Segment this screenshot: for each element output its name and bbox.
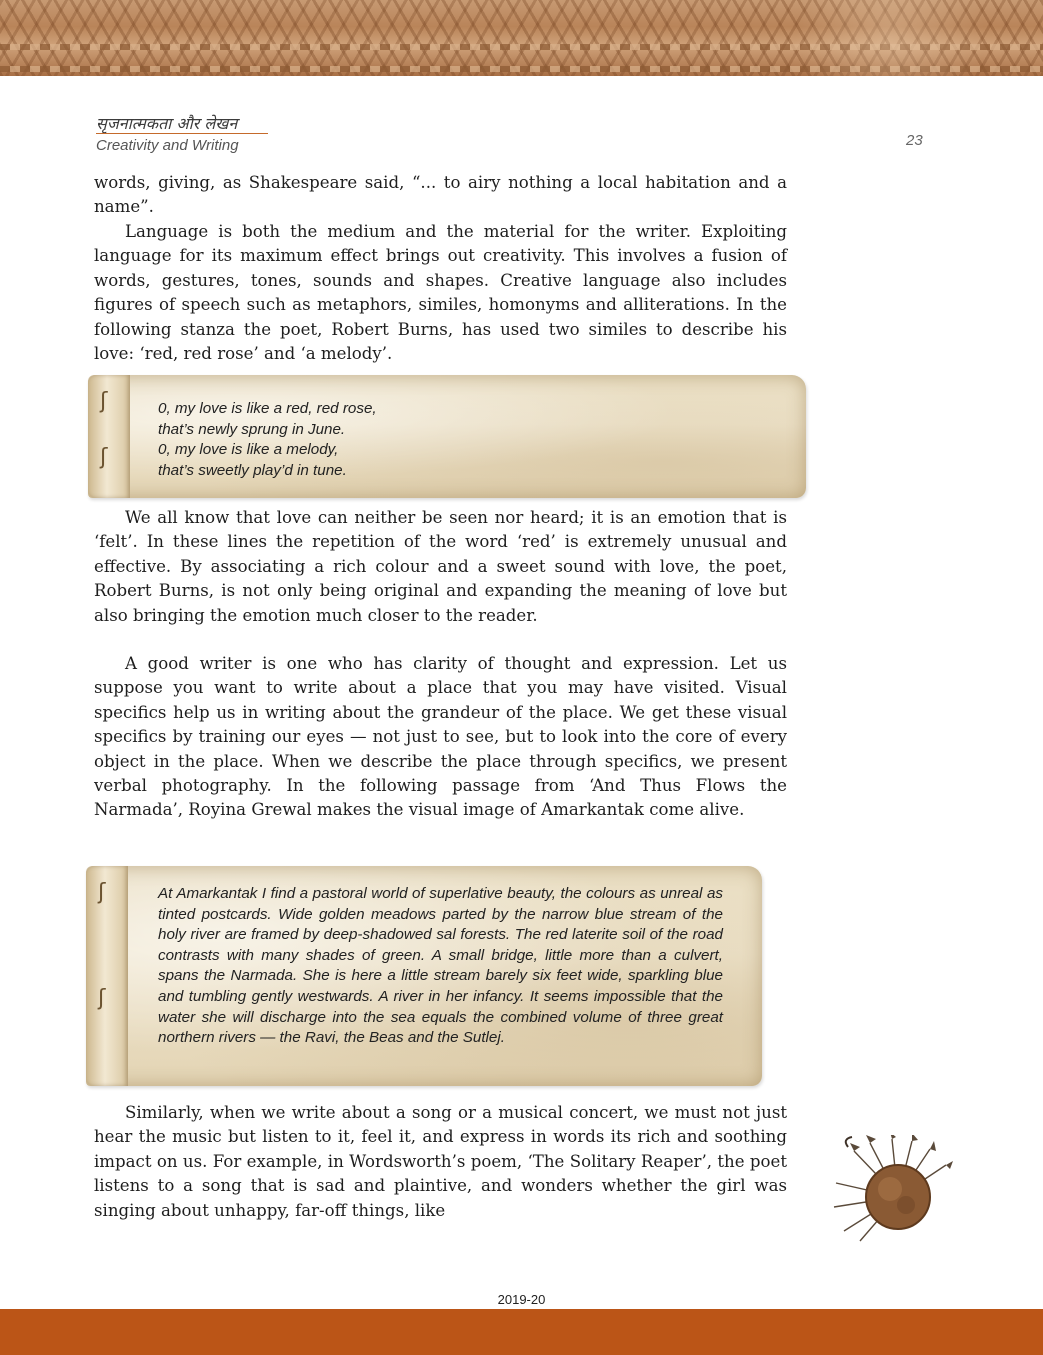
- poem-line: that’s sweetly play’d in tune.: [158, 461, 347, 479]
- poem-stanza: [158, 399, 377, 481]
- paragraph-love: We all know that love can neither be seen nor heard; it is an emotion that is ‘felt’. In these lines the repetition of the word ‘red’ is extremely unusual and effective. By associating a rich colour and a sweet sound with love, the poet, Robert Burns, is not only being original and expanding the meaning of love but also bringing the emotion much closer to the reader.: [94, 508, 787, 625]
- scroll-curl: [88, 375, 130, 498]
- paragraph-language: Language is both the medium and the material for the writer. Exploiting language for its maximum effect brings out creativity. This involves a fusion of words, gestures, tones, sounds and shapes. Creative language also includes figures of speech such as metaphors, similes, homonyms and alliterations. In the following stanza the poet, Robert Burns, has used two similes to describe his love: ‘red, red rose’ and ‘a melody’.: [94, 222, 787, 364]
- scroll-curl-icon: ʃ: [98, 986, 106, 1011]
- scroll-curl-icon: ʃ: [100, 445, 108, 470]
- running-head-rule: [96, 133, 268, 134]
- paragraph-good-writer: A good writer is one who has clarity of thought and expression. Let us suppose you want to write about a place that you may have visited. Visual specifics help us in writing about the grandeur of the place. We get these visual specifics by training our eyes — not just to see, but to look into the core of every object in the place. When we describe the place through specifics, we present verbal photography. In the following passage from ‘And Thus Flows the Narmada’, Royina Grewal makes the visual image of Amarkantak come alive.: [94, 654, 787, 820]
- poem-scroll-box: [88, 375, 806, 498]
- scroll-curl-icon: ʃ: [100, 389, 108, 414]
- banner-highlight: [760, 0, 1020, 76]
- paragraph-continuation: words, giving, as Shakespeare said, “... to airy nothing a local habitation and a name”.: [94, 173, 787, 217]
- scroll-curl-icon: ʃ: [98, 880, 106, 905]
- poem-line: 0, my love is like a red, red rose,: [158, 400, 377, 417]
- excerpt-scroll-box: [86, 866, 762, 1086]
- scroll-curl: [86, 866, 128, 1086]
- narmada-excerpt: At Amarkantak I find a pastoral world of superlative beauty, the colours as unreal as tinted postcards. Wide golden meadows parted by the narrow blue stream of the holy river are framed by deep-shadowed sal forests. The red laterite soil of the road contrasts with many shades of green. A small bridge, little more than a culvert, spans the Narmada. She is here a little stream barely six feet wide, sparkling blue and tumbling gently westwards. A river in her infancy. It seems impossible that the water she will discharge into the sea equals the combined volume of three great northern rivers — the Ravi, the Beas and the Sutlej.: [158, 885, 723, 1047]
- running-head-english: Creativity and Writing: [96, 137, 239, 154]
- poem-line: that’s newly sprung in June.: [158, 420, 346, 438]
- running-head-hindi: सृजनात्मकता और लेखन: [96, 114, 238, 133]
- carved-stone-banner: [0, 0, 1043, 76]
- page-number: 23: [906, 132, 923, 149]
- paragraph-similarly: Similarly, when we write about a song or a musical concert, we must not just hear the music but listen to it, feel it, and express in words its rich and soothing impact on us. For example, in Wordsworth’s poem, ‘The Solitary Reaper’, the poet listens to a song that is sad and plaintive, and wonders whether the girl was singing about unhappy, far-off things, like: [94, 1103, 787, 1220]
- footer-year: 2019-20: [497, 1292, 546, 1307]
- footer-bar: [0, 1309, 1043, 1355]
- poem-line: 0, my love is like a melody,: [158, 441, 339, 458]
- sun-arrows-ornament-icon: [830, 1135, 954, 1245]
